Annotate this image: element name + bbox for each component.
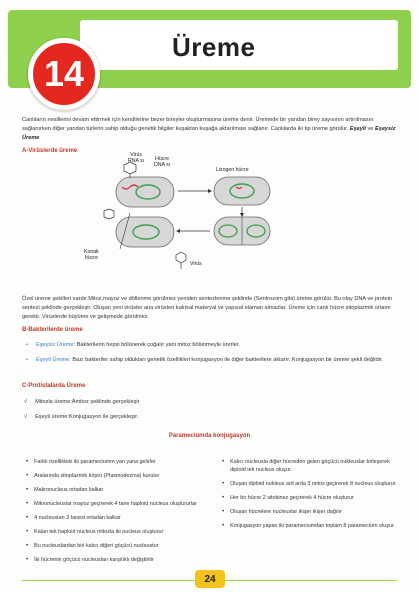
check-icon: √ (24, 399, 28, 405)
virus-paragraph: Özel üreme şekilleri vardır.Mitoz,mayoz ve döllenme görülmez yeniden sentezlenme şeklinde (Sentrozom gibi) üreme görülür. Bu olay DNA ve protein sentezi şeklinde gerçekleşir. Oluşan yeni virüsler ana virüsten kalıtsal materyal ve yapısal elaman almazlar. Üreme için canlı hücre sitoplazmik ortamı gerekir. Virüslerde büyüme ve gelişmede görülmez. (22, 296, 392, 320)
list-item: • Farklı özellikteki iki parameciumm yan yana gelirler (26, 459, 156, 465)
label-virus-rna: Virüs RNA sı (128, 152, 145, 164)
protista-item-text: Eşeyli üreme:Konjugasyon ile gerçekleşir. (35, 414, 139, 420)
intro-paragraph (22, 116, 400, 143)
bacteria-item-label: Eşeyli Üreme: (35, 357, 71, 363)
bullet-icon: • (26, 459, 29, 465)
section-a-title: A-Virüslerde üreme (22, 148, 78, 154)
bullet-icon: • (26, 543, 29, 549)
protista-item-text: Mitozla üreme:Amitoz şeklinde gerçekleşir (35, 399, 140, 405)
label-host-cell: Konak hücre (84, 249, 99, 261)
bullet-icon: • (26, 487, 29, 493)
conjugation-steps-right (222, 458, 402, 530)
label-virus: Virüs (190, 261, 202, 267)
intro-term-asexual: Eşeysiz Üreme (22, 126, 396, 141)
bullet-icon: • (222, 481, 225, 487)
list-item: • Oluşan hücrelere nucleuslar ikişer ikişer dağılır (222, 509, 342, 515)
page-title: Üreme (172, 32, 256, 62)
list-item: • Oluşan diploid nukleus ard arda 3 mitoz geçirerek 8 nucleus oluşturur (222, 481, 396, 487)
virus-attaching-icon (104, 209, 114, 219)
list-item: • Bu nucleuslardan biri kalıcı diğeri göçücü nucleustur (26, 543, 159, 549)
list-item: • Makronucleus ortadan kalkar (26, 487, 104, 493)
lysogen-cell (214, 177, 270, 205)
conjugation-steps-left (26, 458, 211, 564)
bullet-icon: • (222, 509, 225, 515)
bullet-icon: • (26, 515, 29, 521)
label-host-dna: Hücre DNA sı (154, 156, 171, 168)
list-item: • Konjugasyon yapan iki parameciumdan toplam 8 paramecium oluşur. (222, 523, 395, 529)
bullet-icon: • (222, 495, 225, 501)
bacteria-item-text: Bakterilerin hepsi bölünerek çoğalır yani mitoz bölünmeyle ürerler. (75, 342, 240, 348)
label-lysogen: Lizogen hücre (216, 167, 249, 173)
intro-term-sexual: Eşeyli (349, 126, 366, 132)
free-virus-icon (176, 252, 186, 263)
bullet-icon: • (26, 357, 28, 363)
list-item: • Aralarında sitoplazmik köprü (Plasmodezma) kurulur (26, 473, 160, 479)
chapter-number-badge: 14 (28, 38, 100, 110)
page-number: 24 (195, 570, 225, 588)
arrow-head-3 (176, 229, 180, 233)
list-item: • Kalıcı nucleusla diğer hücreden gelen göçücü nukleuslar birleşerek diploid tek nucleus oluşur. (222, 459, 390, 473)
intro-text: Canlıların nesillerini devam ettirmek için kendilerine bezer bireyler oluşturmasına üreme denir. Üremede bir yandan birey sayısının artırılmasın sağlanırken diğer yandan türlerin sahip olduğu genetik bilgiler kuşaktan kuşağa aktarılması sağlanır. Canlılarda iki tip üreme görülür. (22, 117, 374, 132)
protista-item-eseyli (24, 414, 138, 420)
list-item: • İki hücrenin göçücü nucleusları karşılıklı değiştirilir (26, 557, 154, 563)
bullet-icon: • (26, 557, 29, 563)
protista-item-mitoz (24, 399, 140, 405)
conjugation-title: Parameciumda konjugasyon (168, 433, 251, 439)
virus-diagram-svg (80, 151, 300, 277)
virus-diagram (80, 151, 300, 277)
arrow-head-1 (208, 189, 212, 193)
bullet-icon: • (26, 342, 28, 348)
section-b-title: B-Bakterilerde üreme (22, 327, 83, 333)
check-icon: √ (24, 414, 28, 420)
infected-cell (116, 177, 174, 207)
bacteria-item-text: Bazı bakteriler sahip oldukları genetik özellikleri konjugasyon ile diğer bakterilere aktarır. Konjugasyon bir üreme şekli değildir. (70, 357, 383, 363)
bullet-icon: • (222, 459, 225, 465)
list-item: • Her bir hücre 2 sitokinez geçirerek 4 hücre oluşturur (222, 495, 354, 501)
arrow-head-2 (240, 213, 244, 217)
bacteria-item-asexual (26, 342, 396, 348)
intro-term-and: ve (367, 126, 374, 132)
list-item: • 4 nucleustan 3 tanesi ortadan kalkar (26, 515, 121, 521)
bullet-icon: • (26, 473, 29, 479)
bacteria-item-sexual (26, 356, 396, 365)
section-c-title: C-Protistalarda Üreme (22, 383, 86, 389)
list-item: • Mikronucleuslar mayoz geçirerek 4 tane haploid nucleus oluştururlar (26, 501, 197, 507)
list-item: • Kalan tek haploid nucleus mitozla iki nucleus oluşturur (26, 529, 164, 535)
bacteria-item-label: Eşeysiz Üreme: (35, 342, 76, 348)
bullet-icon: • (26, 529, 29, 535)
bullet-icon: • (222, 523, 225, 529)
bullet-icon: • (26, 501, 29, 507)
